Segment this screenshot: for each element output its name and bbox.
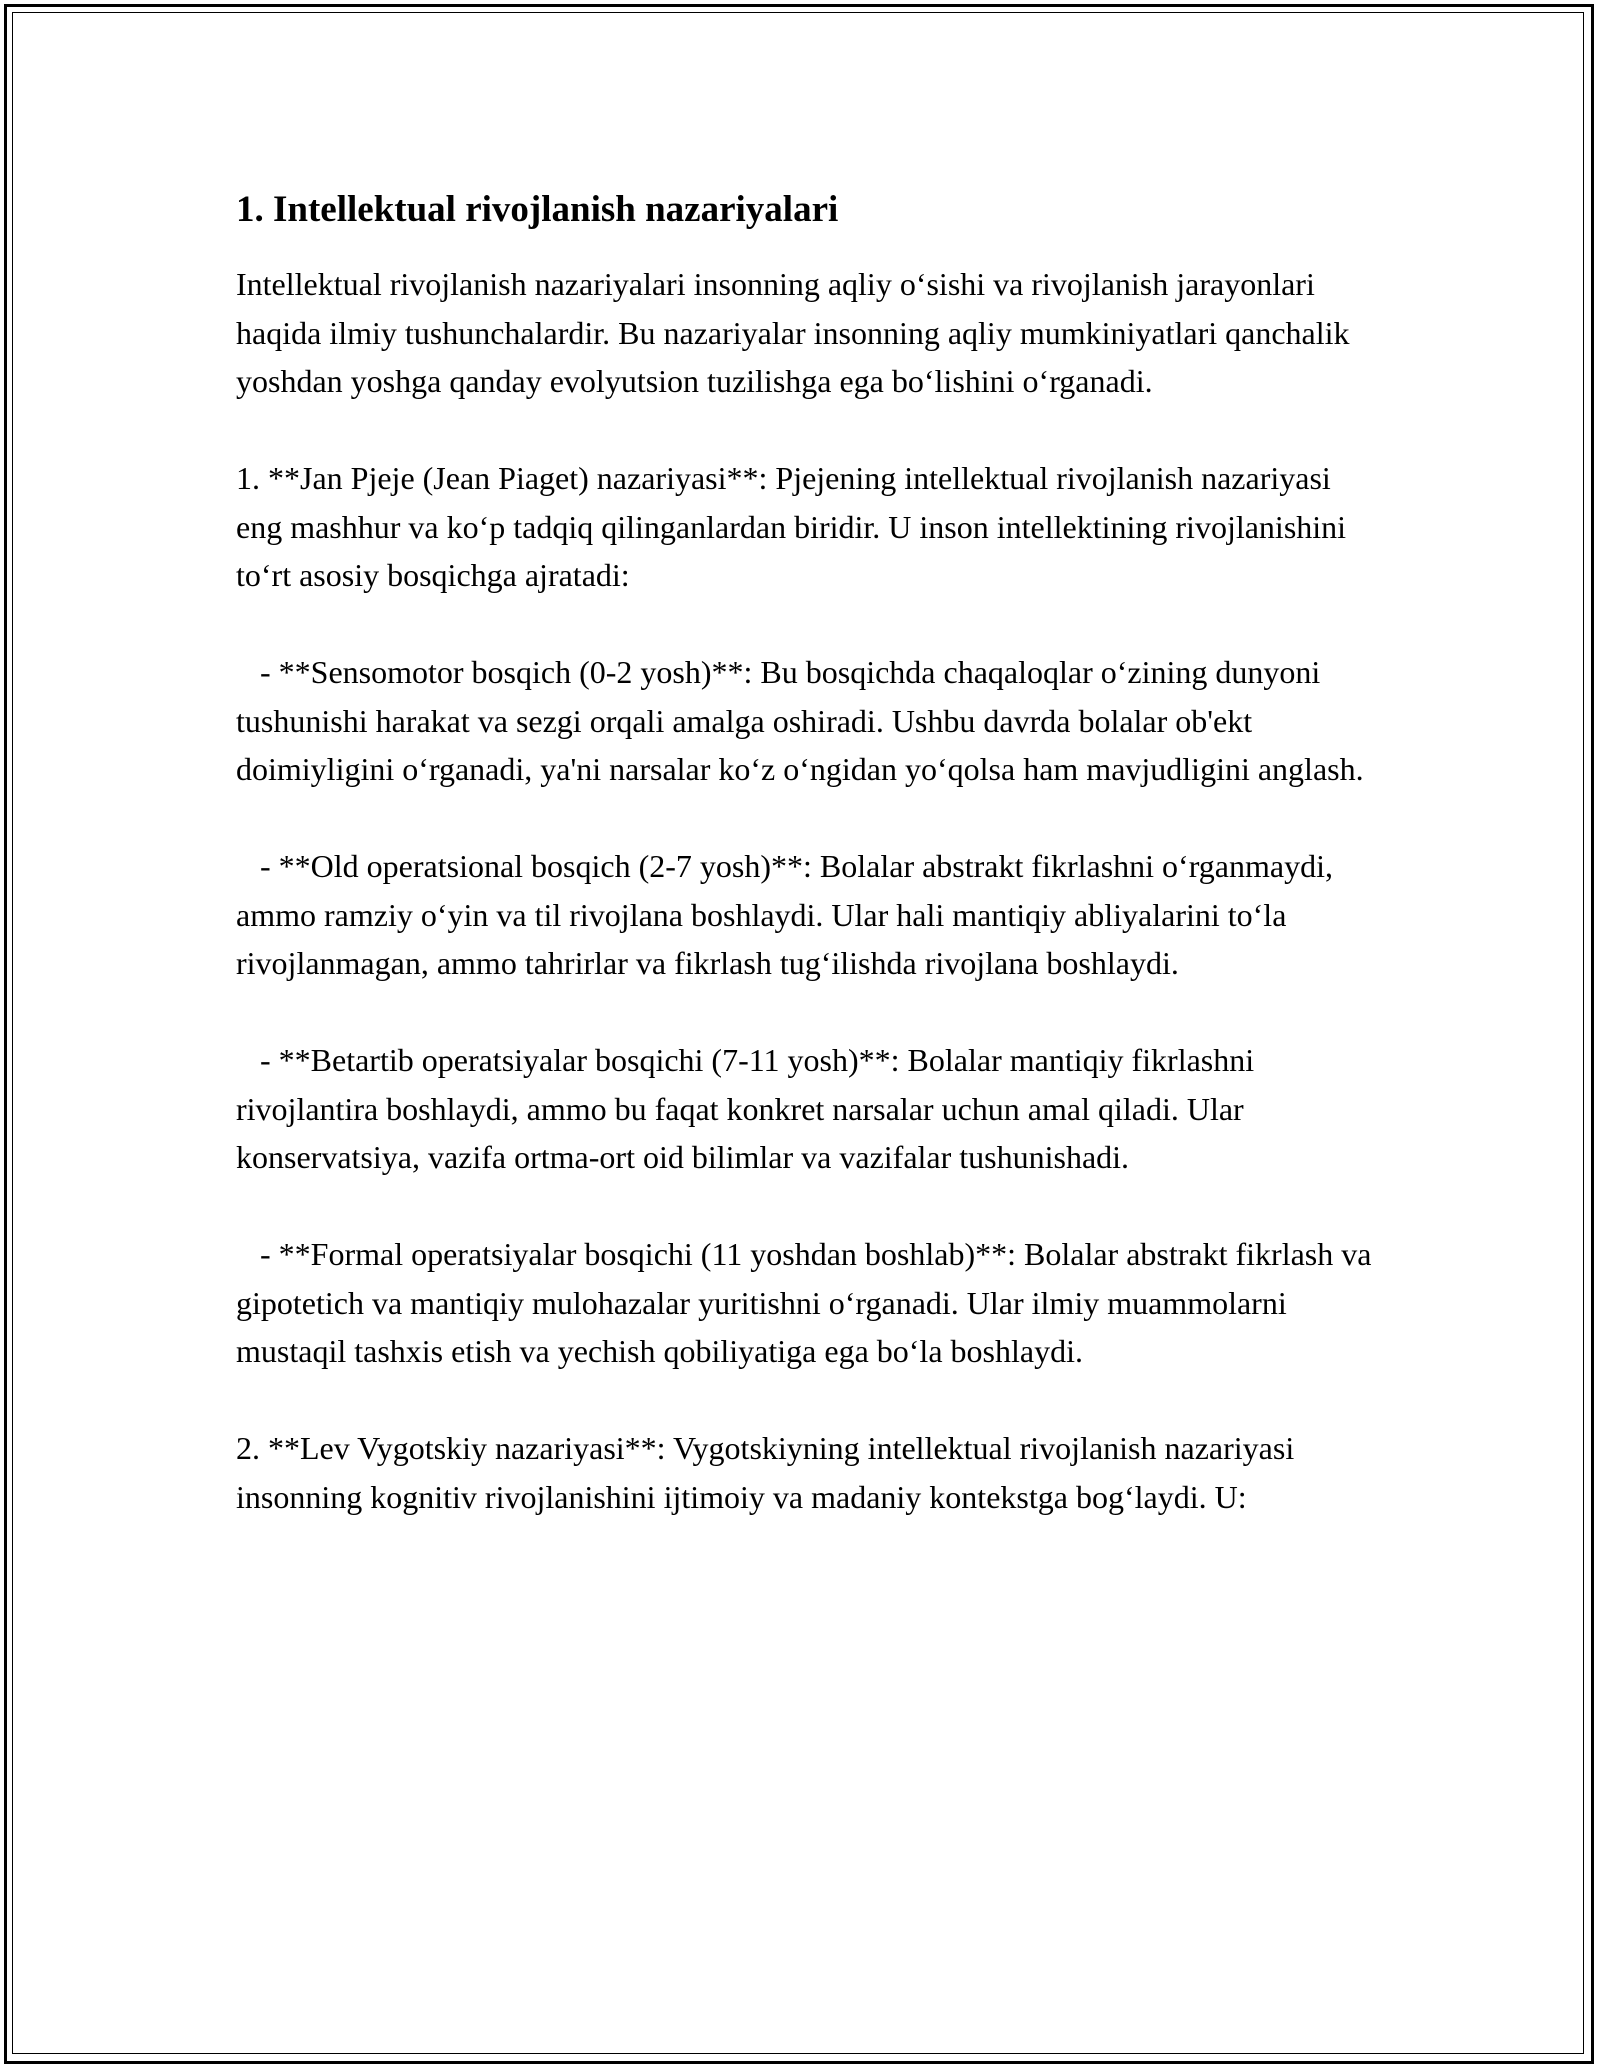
concrete-operations-stage-paragraph: - **Betartib operatsiyalar bosqichi (7-11 yosh)**: Bolalar mantiqiy fikrlashni rivojlantira boshlaydi, ammo bu faqat konkret narsalar uchun amal qiladi. Ular konservatsiya, vazifa ortma-ort oid bilimlar va vazifalar tushunishadi.	[236, 1042, 1263, 1175]
sensorimotor-stage-paragraph: - **Sensomotor bosqich (0-2 yosh)**: Bu bosqichda chaqaloqlar o‘zining dunyoni tushunishi harakat va sezgi orqali amalga oshiradi. Ushbu davrda bolalar ob'ekt doimiyligini o‘rganadi, ya'ni narsalar ko‘z o‘ngidan yo‘qolsa ham mavjudligini anglash.	[236, 654, 1364, 787]
piaget-theory-paragraph: 1. **Jan Pjeje (Jean Piaget) nazariyasi**: Pjejening intellektual rivojlanish nazariyasi eng mashhur va ko‘p tadqiq qilinganlardan biridir. U inson intellektining rivojlanishini to‘rt asosiy bosqichga ajratadi:	[236, 460, 1355, 593]
section-heading: 1. Intellektual rivojlanish nazariyalari	[236, 189, 839, 230]
formal-operations-stage-paragraph: - **Formal operatsiyalar bosqichi (11 yoshdan boshlab)**: Bolalar abstrakt fikrlash va gipotetich va mantiqiy mulohazalar yuritishni o‘rganadi. Ular ilmiy muammolarni mustaqil tashxis etish va yechish qobiliyatiga ega bo‘la boshlaydi.	[236, 1236, 1380, 1369]
intro-paragraph: Intellektual rivojlanish nazariyalari insonning aqliy o‘sishi va rivojlanish jarayonlari haqida ilmiy tushunchalardir. Bu nazariyalar insonning aqliy mumkiniyatlari qanchalik yoshdan yoshga qanday evolyutsion tuzilishga ega bo‘lishini o‘rganadi.	[236, 266, 1358, 399]
preoperational-stage-paragraph: - **Old operatsional bosqich (2-7 yosh)**: Bolalar abstrakt fikrlashni o‘rganmaydi, ammo ramziy o‘yin va til rivojlana boshlaydi. Ular hali mantiqiy abliyalarini to‘la rivojlanmagan, ammo tahrirlar va fikrlash tug‘ilishda rivojlana boshlaydi.	[236, 848, 1341, 981]
document-body	[236, 186, 1380, 1521]
vygotsky-theory-paragraph: 2. **Lev Vygotskiy nazariyasi**: Vygotskiyning intellektual rivojlanish nazariyasi insonning kognitiv rivojlanishini ijtimoiy va madaniy kontekstga bog‘laydi. U:	[236, 1430, 1303, 1515]
